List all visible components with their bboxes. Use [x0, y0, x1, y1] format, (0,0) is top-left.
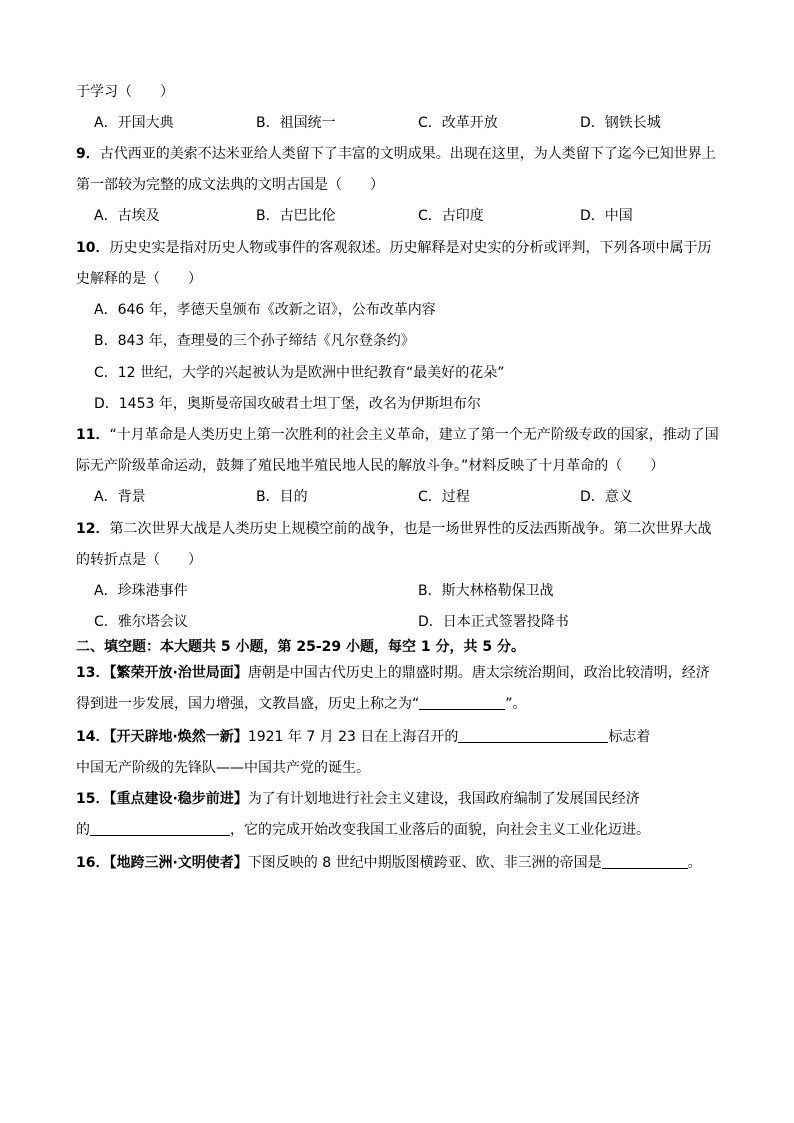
q10-text2: 史解释的是（ ）	[76, 271, 202, 287]
q16-tag: 【地跨三洲·文明使者】	[109, 855, 248, 871]
q13-stem-line1	[76, 664, 710, 682]
q15-stem-line1	[76, 790, 640, 808]
q11-stem-line1	[76, 426, 719, 444]
q10-option-a[interactable]: A．646 年，孝德天皇颁布《改新之诏》，公布改革内容	[94, 302, 436, 318]
q14-text2: 中国无产阶级的先锋队——中国共产党的诞生。	[76, 760, 370, 776]
q11-option-b[interactable]: B．目的	[256, 489, 308, 505]
q12-option-b[interactable]: B．斯大林格勒保卫战	[418, 583, 554, 599]
q11-option-d[interactable]: D．意义	[580, 489, 633, 505]
q15-number: 15．	[76, 791, 110, 807]
q8-option-d[interactable]: D．钢铁长城	[580, 115, 661, 131]
q9-option-a[interactable]: A．古埃及	[94, 208, 160, 224]
q16-answer-blank[interactable]	[602, 854, 688, 869]
q9-option-c[interactable]: C．古印度	[418, 208, 484, 224]
q12-stem-line2	[76, 551, 202, 569]
q10-stem-line1	[76, 239, 711, 257]
q11-text2: 际无产阶级革命运动，鼓舞了殖民地半殖民地人民的解放斗争。”材料反映了十月革命的（ ）	[76, 458, 665, 474]
q8-option-a[interactable]: A．开国大典	[94, 115, 174, 131]
q10-option-d[interactable]: D．1453 年，奥斯曼帝国攻破君士坦丁堡，改名为伊斯坦布尔	[94, 396, 481, 412]
q16-text1b: 。	[687, 855, 702, 871]
q14-number: 14．	[76, 729, 110, 745]
q14-text1a: 1921 年 7 月 23 日在上海召开的	[247, 729, 459, 745]
q13-answer-blank[interactable]	[419, 695, 505, 710]
q14-tag: 【开天辟地·焕然一新】	[109, 729, 248, 745]
section2-heading: 二、填空题：本大题共 5 小题，第 25-29 小题，每空 1 分，共 5 分。	[76, 639, 525, 655]
q16-text1a: 下图反映的 8 世纪中期版图横跨亚、欧、非三洲的帝国是	[247, 855, 602, 871]
q8-option-c[interactable]: C．改革开放	[418, 115, 498, 131]
q10-option-b[interactable]: B．843 年，查理曼的三个孙子缔结《凡尔登条约》	[94, 333, 415, 349]
q11-stem-line2	[76, 457, 664, 475]
q9-option-b[interactable]: B．古巴比伦	[256, 208, 336, 224]
q13-text2a: 得到进一步发展，国力增强，文教昌盛，历史上称之为“	[76, 696, 420, 712]
q16-number: 16．	[76, 855, 110, 871]
q11-option-c[interactable]: C．过程	[418, 489, 470, 505]
q8-tail	[76, 83, 174, 101]
q15-text2b: ，它的完成开始改变我国工业落后的面貌，向社会主义工业化迈进。	[230, 822, 650, 838]
q9-text2: 第一部较为完整的成文法典的文明古国是（ ）	[76, 177, 384, 193]
q12-option-d[interactable]: D．日本正式签署投降书	[418, 614, 569, 630]
q10-text1: 历史史实是指对历史人物或事件的客观叙述。历史解释是对史实的分析或评判，下列各项中属于历	[109, 240, 712, 256]
q9-option-d[interactable]: D．中国	[580, 208, 633, 224]
q12-number: 12．	[76, 521, 110, 537]
q9-stem-line2	[76, 176, 384, 194]
q15-text2a: 的	[76, 822, 90, 838]
q15-tag: 【重点建设·稳步前进】	[109, 791, 248, 807]
q15-answer-blank[interactable]	[90, 821, 230, 836]
q11-option-a[interactable]: A．背景	[94, 489, 146, 505]
q14-answer-blank[interactable]	[458, 728, 608, 743]
q9-number: 9．	[76, 146, 100, 162]
q13-stem-line2	[76, 695, 527, 713]
q10-option-c[interactable]: C．12 世纪，大学的兴起被认为是欧洲中世纪教育“最美好的花朵”	[94, 365, 505, 381]
q13-text1: 唐朝是中国古代历史上的鼎盛时期。唐太宗统治期间，政治比较清明，经济	[247, 665, 710, 681]
q8-option-b[interactable]: B．祖国统一	[256, 115, 336, 131]
q15-text1: 为了有计划地进行社会主义建设，我国政府编制了发展国民经济	[247, 791, 640, 807]
q14-text1b: 标志着	[608, 729, 651, 745]
q10-stem-line2	[76, 270, 202, 288]
q12-text2: 的转折点是（ ）	[76, 552, 202, 568]
q11-number: 11．	[76, 427, 110, 443]
q12-option-a[interactable]: A．珍珠港事件	[94, 583, 188, 599]
q13-text2b: ”。	[505, 696, 527, 712]
q14-stem-line1	[76, 728, 650, 746]
q9-stem-line1	[76, 145, 716, 163]
q13-tag: 【繁荣开放·治世局面】	[109, 665, 248, 681]
q9-text1: 古代西亚的美索不达米亚给人类留下了丰富的文明成果。出现在这里，为人类留下了迄今已知世界上	[99, 146, 716, 162]
q12-text1: 第二次世界大战是人类历史上规模空前的战争，也是一场世界性的反法西斯战争。第二次世界大战	[109, 521, 712, 537]
q12-stem-line1	[76, 520, 711, 538]
q12-option-c[interactable]: C．雅尔塔会议	[94, 614, 188, 630]
q15-stem-line2	[76, 821, 650, 839]
q11-text1: “十月革命是人类历史上第一次胜利的社会主义革命，建立了第一个无产阶级专政的国家，推动了国	[109, 427, 719, 443]
q16-stem-line1	[76, 854, 702, 872]
q8-tail-text: 于学习（ ）	[76, 84, 174, 100]
q13-number: 13．	[76, 665, 110, 681]
q10-number: 10．	[76, 240, 110, 256]
q14-stem-line2	[76, 759, 370, 777]
